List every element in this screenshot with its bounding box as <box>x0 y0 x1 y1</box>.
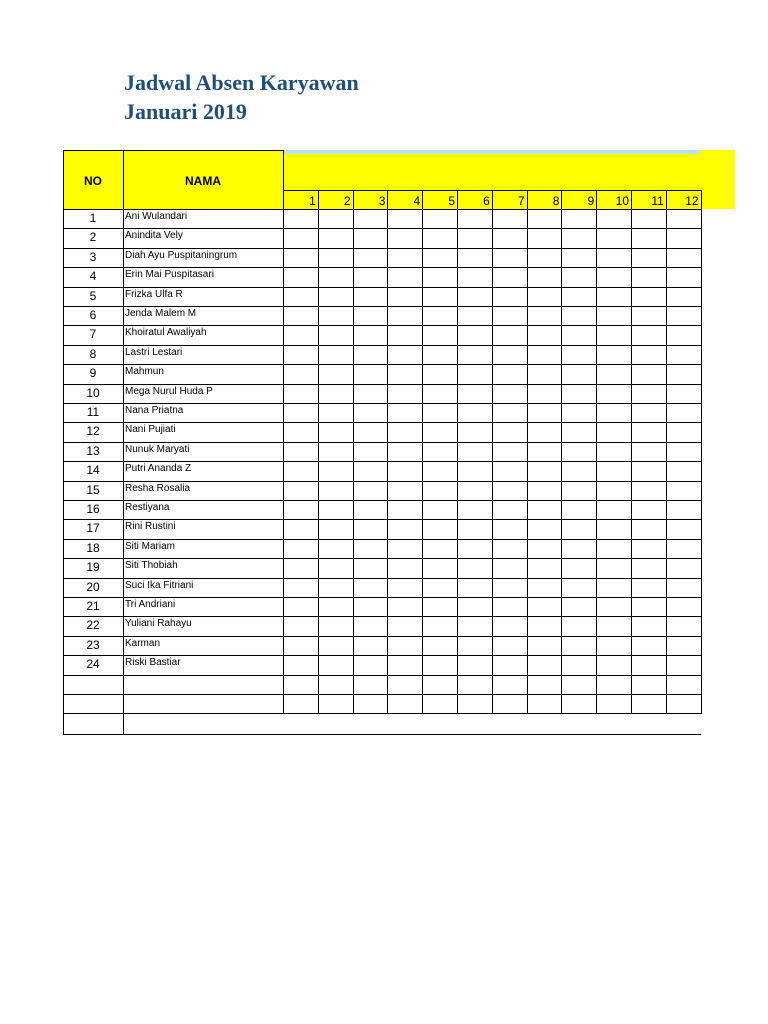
day-number-9: 9 <box>587 194 595 208</box>
row-number: 21 <box>86 599 100 613</box>
grid-line-v <box>387 190 388 714</box>
row-number: 18 <box>86 540 100 555</box>
grid-line-h <box>63 150 283 151</box>
day-number-4: 4 <box>413 194 421 208</box>
page-subtitle: Januari 2019 <box>124 99 247 124</box>
row-number: 2 <box>89 230 97 245</box>
grid-line-h <box>63 539 701 540</box>
day-number-8: 8 <box>552 194 560 208</box>
table-row <box>63 578 701 597</box>
grid-line-v <box>631 190 632 714</box>
row-number: 8 <box>89 346 97 361</box>
grid-line-v <box>701 190 702 714</box>
row-number: 14 <box>86 463 100 478</box>
employee-name: Jenda Malem M <box>125 308 197 319</box>
employee-name: Siti Mariam <box>125 540 176 552</box>
employee-name: Nunuk Maryati <box>125 443 190 455</box>
header-days-top-border <box>283 150 700 154</box>
grid-line-h <box>63 228 701 229</box>
row-number: 24 <box>86 657 100 672</box>
grid-line-h <box>63 616 701 617</box>
table-row <box>63 364 701 383</box>
grid-line-v <box>353 190 354 714</box>
row-number: 10 <box>86 385 100 400</box>
grid-line-h <box>63 675 701 676</box>
day-number-1: 1 <box>309 194 316 208</box>
employee-name: Resha Rosalia <box>125 482 191 494</box>
grid-line-h <box>63 461 701 462</box>
grid-line-v <box>123 150 124 735</box>
grid-line-v <box>318 190 319 714</box>
table-row <box>63 597 701 616</box>
grid-line-h <box>63 403 701 404</box>
day-number-3: 3 <box>378 194 386 208</box>
table-row <box>63 287 701 306</box>
employee-name: Ani Wulandari <box>125 211 188 222</box>
grid-line-h <box>63 422 701 423</box>
row-number: 5 <box>89 288 97 303</box>
employee-name: Diah Ayu Puspitaningrum <box>125 249 238 261</box>
grid-line-v <box>457 190 458 714</box>
row-number: 3 <box>89 249 97 264</box>
employee-name: Karman <box>125 637 161 649</box>
grid-line-v <box>666 190 667 714</box>
day-number-7: 7 <box>517 194 525 208</box>
grid-line-h <box>63 734 701 735</box>
row-number: 6 <box>89 308 97 322</box>
grid-line-h <box>63 442 701 443</box>
grid-line-v <box>492 190 493 714</box>
employee-name: Khoiratul Awaliyah <box>125 327 207 339</box>
table-row <box>63 461 701 480</box>
row-number: 19 <box>86 560 100 575</box>
row-number: 13 <box>86 443 100 458</box>
employee-name: Putri Ananda Z <box>125 463 192 475</box>
employee-name: Nana Priatna <box>125 405 184 416</box>
table-row <box>63 228 701 247</box>
table-row <box>63 519 701 538</box>
employee-name: Restiyana <box>125 502 170 513</box>
row-number: 15 <box>86 482 100 497</box>
grid-line-h <box>63 325 701 326</box>
table-row <box>63 655 701 674</box>
day-number-2: 2 <box>343 194 351 208</box>
grid-line-v <box>527 190 528 714</box>
grid-line-h <box>63 287 701 288</box>
grid-line-h <box>63 345 701 346</box>
grid-line-v <box>561 190 562 714</box>
employee-name: Mega Nurul Huda P <box>125 385 213 397</box>
row-number: 1 <box>89 211 97 225</box>
table-row <box>63 442 701 461</box>
table-row <box>63 675 701 694</box>
day-number-5: 5 <box>448 194 455 208</box>
grid-line-h <box>63 519 701 520</box>
grid-line-v <box>63 150 64 735</box>
table-row <box>63 248 701 267</box>
day-number-10: 10 <box>615 194 629 208</box>
row-number: 20 <box>86 579 100 594</box>
grid-line-h <box>63 558 701 559</box>
table-row <box>63 306 701 325</box>
header-nama-label: NAMA <box>185 174 221 188</box>
page-title: Jadwal Absen Karyawan <box>124 70 359 95</box>
employee-name: Riski Bastiar <box>125 657 181 669</box>
employee-name: Tri Andriani <box>125 599 176 610</box>
grid-line-h <box>63 209 701 210</box>
row-number: 9 <box>89 366 97 381</box>
grid-line-h <box>63 364 701 365</box>
table-row <box>63 694 701 713</box>
grid-line-h <box>63 655 701 656</box>
employee-name: Lastri Lestari <box>125 346 183 358</box>
row-number: 23 <box>86 637 100 652</box>
grid-line-h <box>63 481 701 482</box>
table-row <box>63 539 701 558</box>
employee-name: Nani Pujiati <box>125 424 176 436</box>
employee-name: Anindita Vely <box>125 230 183 242</box>
row-number: 22 <box>86 618 100 633</box>
grid-line-h <box>63 694 701 695</box>
employee-name: Siti Thobiah <box>125 560 178 572</box>
table-row <box>63 481 701 500</box>
day-number-6: 6 <box>483 194 490 208</box>
day-number-12: 12 <box>685 194 699 208</box>
grid-line-v <box>283 150 284 714</box>
table-row <box>63 403 701 422</box>
grid-line-h <box>63 578 701 579</box>
row-number: 7 <box>89 327 97 342</box>
row-number: 11 <box>86 405 100 419</box>
grid-line-h <box>63 500 701 501</box>
row-number: 17 <box>86 521 100 536</box>
row-number: 16 <box>86 502 100 516</box>
table-row <box>63 558 701 577</box>
table-row <box>63 422 701 441</box>
table-row <box>63 267 701 286</box>
table-row <box>63 325 701 344</box>
grid-line-h <box>63 597 701 598</box>
day-number-11: 11 <box>651 194 664 208</box>
employee-name: Frizka Ulfa R <box>125 288 183 300</box>
employee-name: Yuliani Rahayu <box>125 618 192 630</box>
employee-name: Suci Ika Fitriani <box>125 579 194 591</box>
table-row <box>63 500 701 519</box>
employee-name: Erin Mai Puspitasari <box>125 269 214 281</box>
table-row <box>63 616 701 635</box>
row-number: 4 <box>89 269 97 284</box>
grid-line-v <box>596 190 597 714</box>
employee-name: Rini Rustini <box>125 521 176 533</box>
grid-line-h <box>63 248 701 249</box>
grid-line-h <box>63 267 701 268</box>
grid-line-h <box>63 713 701 714</box>
table-row <box>63 345 701 364</box>
table-row <box>63 384 701 403</box>
grid-line-h <box>63 384 701 385</box>
grid-line-v <box>422 190 423 714</box>
row-number: 12 <box>86 424 100 439</box>
table-row <box>63 209 701 228</box>
grid-line-h <box>63 636 701 637</box>
header-no-label: NO <box>84 174 102 188</box>
table-row <box>63 636 701 655</box>
employee-name: Mahmun <box>125 366 164 378</box>
grid-line-h <box>63 306 701 307</box>
